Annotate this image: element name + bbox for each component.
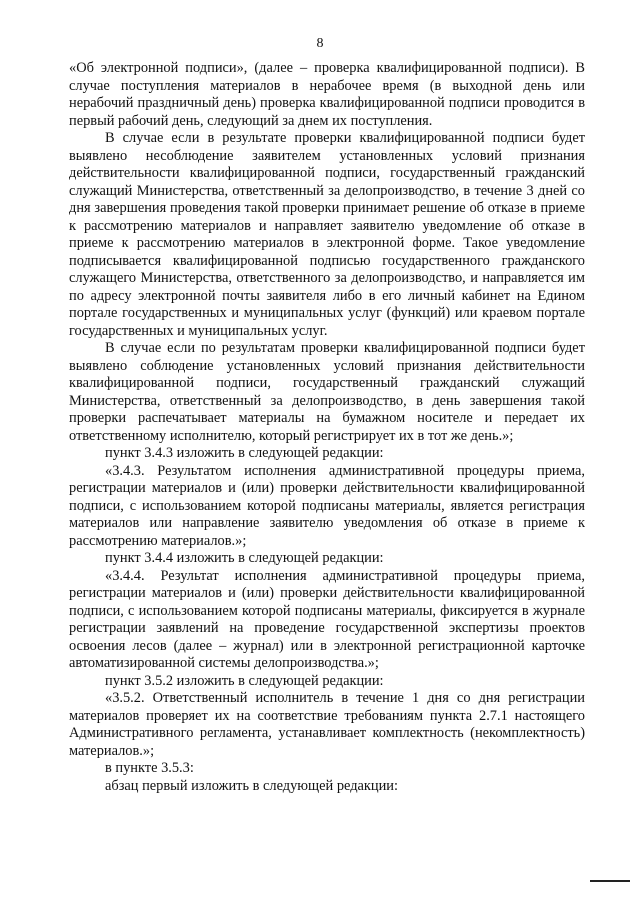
paragraph-clause-3-4-4: «3.4.4. Результат исполнения административной процедуры приема, регистрации материалов и (или) проверки действительности квалифицированной подписи, с использованием которой подписаны материалы, фиксируется в журнале регистрации заявлений на проведение государственной экспертизы проектов освоения лесов (далее – журнал) или в электронной регистрационной карточке автоматизированной системы делопроизводства.»; xyxy=(69,567,585,671)
paragraph-compliance: В случае если по результатам проверки квалифицированной подписи будет выявлено соблюдение установленных условий признания действительности квалифицированной подписи, государственный гражданский служащий Министерства, ответственный за делопроизводство, в день завершения такой проверки распечатывает материалы на бумажном носителе и передает их ответственному исполнителю, который регистрирует их в тот же день.»; xyxy=(69,340,585,444)
paragraph-clause-3-5-2: «3.5.2. Ответственный исполнитель в течение 1 дня со дня регистрации материалов проверяет их на соответствие требованиям пункта 2.7.1 настоящего Административного регламента, устанавливает комплектность (некомплектность) материалов.»; xyxy=(69,690,585,759)
scan-edge-mark xyxy=(590,880,630,882)
paragraph-instruction-first-abzac: абзац первый изложить в следующей редакции: xyxy=(105,777,399,794)
paragraph-noncompliance: В случае если в результате проверки квалифицированной подписи будет выявлено несоблюдение заявителем установленных условий признания действительности квалифицированной подписи, государственный гражданский служащий Министерства, ответственный за делопроизводство, в течение 3 дней со дня завершения проведения такой проверки принимает решение об отказе в приеме к рассмотрению материалов и направляет заявителю уведомление об отказе в приеме к рассмотрению материалов в электронной форме. Такое уведомление подписывается квалифицированной подписью государственного гражданского служащего Министерства, ответственного за делопроизводство, и направляется им по адресу электронной почты заявителя либо в его личный кабинет на Едином портале государственных и муниципальных услуг (функций) или краевом портале государственных и муниципальных услуг. xyxy=(69,130,585,339)
paragraph-clause-3-4-3: «3.4.3. Результатом исполнения административной процедуры приема, регистрации материалов и (или) проверки действительности квалифицированной подписи, с использованием которой подписаны материалы, является регистрация материалов или направление заявителю уведомления об отказе в приеме к рассмотрению материалов.»; xyxy=(69,462,585,549)
paragraph-continuation: «Об электронной подписи», (далее – проверка квалифицированной подписи). В случае поступления материалов в нерабочее время (в выходной день или нерабочий праздничный день) проверка квалифицированной подписи проводится в первый рабочий день, следующий за днем их поступления. xyxy=(69,60,585,129)
paragraph-instruction-3-4-3: пункт 3.4.3 изложить в следующей редакции: xyxy=(105,445,384,461)
document-body xyxy=(69,60,585,795)
page-number: 8 xyxy=(316,36,324,51)
paragraph-instruction-3-5-3: в пункте 3.5.3: xyxy=(105,760,194,776)
paragraph-instruction-3-5-2: пункт 3.5.2 изложить в следующей редакции: xyxy=(105,672,384,689)
paragraph-instruction-3-4-4: пункт 3.4.4 изложить в следующей редакции: xyxy=(105,550,384,566)
